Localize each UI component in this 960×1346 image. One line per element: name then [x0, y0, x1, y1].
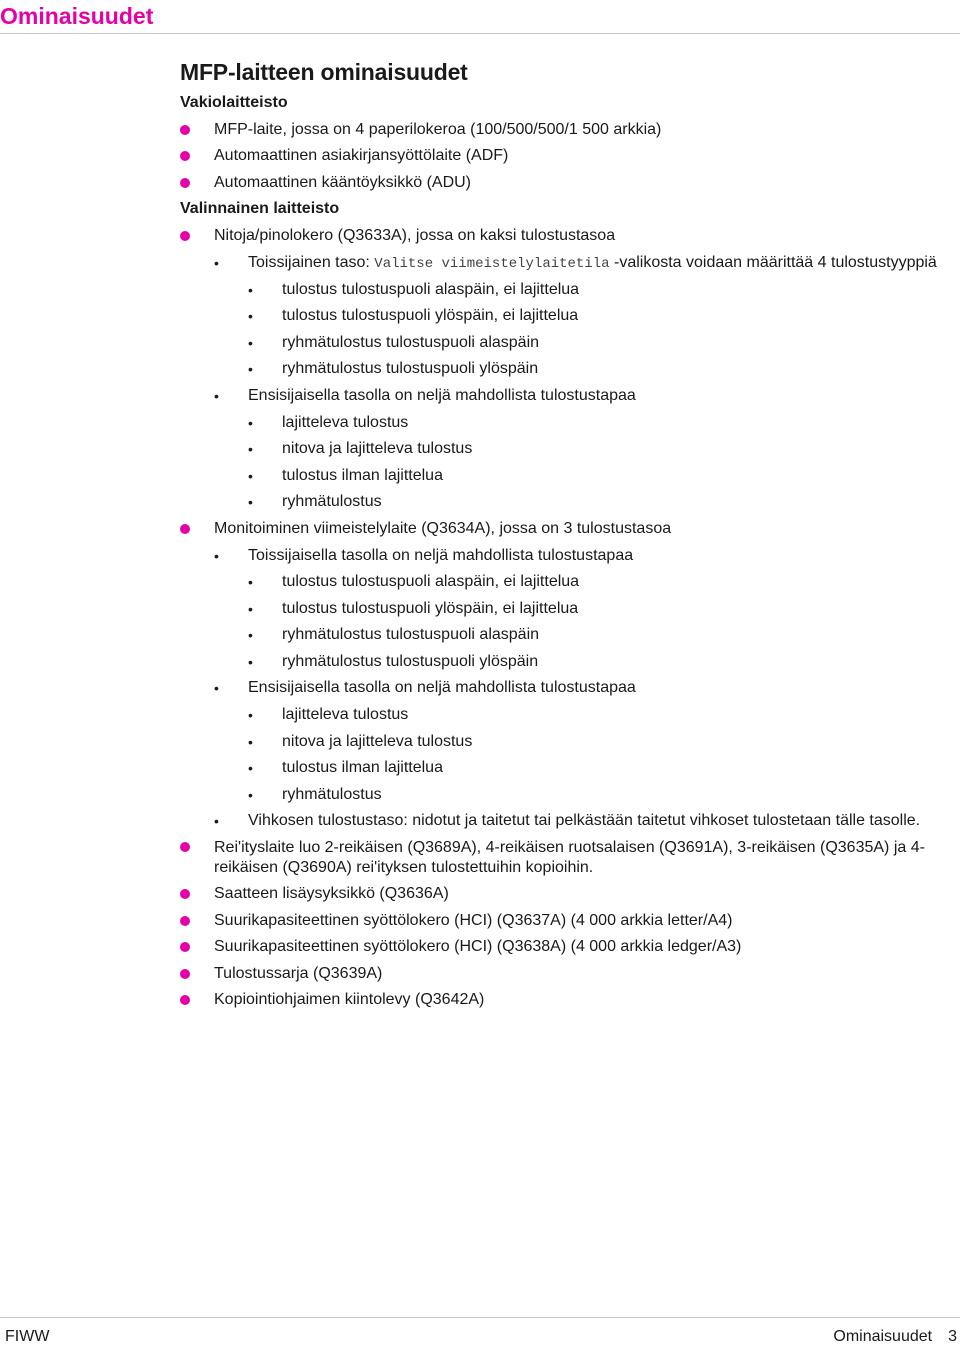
optional-equipment-heading: Valinnainen laitteisto [180, 200, 340, 218]
list-item: Automaattinen asiakirjansyöttölaite (ADF) [180, 143, 960, 170]
sub-bullet-icon: • [248, 441, 253, 458]
list-item: • tulostus tulostuspuoli alaspäin, ei lajittelua [180, 569, 960, 596]
page-header [0, 0, 960, 32]
bullet-icon [180, 995, 190, 1005]
sub-bullet-icon: • [248, 334, 253, 351]
sub-bullet-icon: • [248, 653, 253, 670]
optional-equipment-list [180, 223, 960, 1014]
footer-doc-code: FIWW [5, 1328, 50, 1345]
bullet-icon [180, 842, 190, 852]
bullet-icon [180, 889, 190, 899]
page-number: 3 [948, 1328, 957, 1345]
list-item: • tulostus tulostuspuoli alaspäin, ei lajittelua [180, 277, 960, 304]
list-item: Automaattinen kääntöyksikkö (ADU) [180, 170, 960, 197]
sub-bullet-icon: • [248, 707, 253, 724]
page-footer [0, 1316, 960, 1346]
sub-bullet-icon: • [248, 494, 253, 511]
list-item: • tulostus tulostuspuoli ylöspäin, ei lajittelua [180, 596, 960, 623]
section-title: MFP-laitteen ominaisuudet [180, 59, 468, 85]
list-item: • tulostus tulostuspuoli ylöspäin, ei lajittelua [180, 303, 960, 330]
footer-section: Ominaisuudet [833, 1328, 933, 1345]
list-item: • ryhmätulostus tulostuspuoli alaspäin [180, 622, 960, 649]
sub-bullet-icon: • [248, 760, 253, 777]
chapter-title: Ominaisuudet [0, 3, 154, 29]
bullet-icon [180, 178, 190, 188]
sub-bullet-icon: • [248, 281, 253, 298]
list-item: • ryhmätulostus tulostuspuoli ylöspäin [180, 649, 960, 676]
sub-bullet-icon: • [248, 574, 253, 591]
list-item: Tulostussarja (Q3639A) [180, 961, 960, 988]
list-item: • tulostus ilman lajittelua [180, 463, 960, 490]
list-item: Suurikapasiteettinen syöttölokero (HCI) (Q3637A) (4 000 arkkia letter/A4) [180, 908, 960, 935]
menu-name: Valitse viimeistelylaitetila [374, 255, 610, 272]
bullet-icon [180, 151, 190, 161]
list-item: • Ensisijaisella tasolla on neljä mahdollista tulostustapaa [180, 675, 960, 702]
list-item: • ryhmätulostus [180, 782, 960, 809]
list-item: • nitova ja lajitteleva tulostus [180, 436, 960, 463]
list-item: Nitoja/pinolokero (Q3633A), jossa on kaksi tulostustasoa [180, 223, 960, 250]
list-item: • Vihkosen tulostustaso: nidotut ja taitetut tai pelkästään taitetut vihkoset tulostetaan tälle tasolle. [180, 808, 960, 835]
list-item: • lajitteleva tulostus [180, 410, 960, 437]
list-item: • ryhmätulostus tulostuspuoli alaspäin [180, 330, 960, 357]
list-item: • tulostus ilman lajittelua [180, 755, 960, 782]
list-item: • Ensisijaisella tasolla on neljä mahdollista tulostustapaa [180, 383, 960, 410]
sub-bullet-icon: • [214, 680, 219, 697]
sub-bullet-icon: • [248, 308, 253, 325]
sub-bullet-icon: • [248, 361, 253, 378]
list-item: • ryhmätulostus tulostuspuoli ylöspäin [180, 356, 960, 383]
bullet-icon [180, 125, 190, 135]
list-item: • ryhmätulostus [180, 489, 960, 516]
sub-bullet-icon: • [248, 786, 253, 803]
bullet-icon [180, 942, 190, 952]
bullet-icon [180, 969, 190, 979]
list-item: • nitova ja lajitteleva tulostus [180, 729, 960, 756]
main-content [180, 58, 960, 1014]
list-item: • lajitteleva tulostus [180, 702, 960, 729]
list-item: Kopiointiohjaimen kiintolevy (Q3642A) [180, 987, 960, 1014]
list-item: MFP-laite, jossa on 4 paperilokeroa (100/500/500/1 500 arkkia) [180, 117, 960, 144]
list-item: • Toissijaisella tasolla on neljä mahdollista tulostustapaa [180, 543, 960, 570]
bullet-icon [180, 524, 190, 534]
sub-bullet-icon: • [214, 254, 219, 271]
footer-page-info [833, 1328, 957, 1346]
bullet-icon [180, 916, 190, 926]
standard-equipment-heading: Vakiolaitteisto [180, 94, 288, 111]
standard-equipment-list [180, 117, 960, 197]
list-item: Saatteen lisäysyksikkö (Q3636A) [180, 881, 960, 908]
list-item: Rei'ityslaite luo 2-reikäisen (Q3689A), 4-reikäisen ruotsalaisen (Q3691A), 3-reikäisen (Q3635A) ja 4-reikäisen (Q3690A) rei'ityksen tulostettuihin kopioihin. [180, 835, 960, 881]
bullet-icon [180, 231, 190, 241]
sub-bullet-icon: • [248, 414, 253, 431]
sub-bullet-icon: • [248, 600, 253, 617]
list-item: Monitoiminen viimeistelylaite (Q3634A), jossa on 3 tulostustasoa [180, 516, 960, 543]
sub-bullet-icon: • [248, 627, 253, 644]
sub-bullet-icon: • [214, 813, 219, 830]
sub-bullet-icon: • [248, 733, 253, 750]
list-item: • Toissijainen taso: Valitse viimeistelylaitetila -valikosta voidaan määrittää 4 tulostustyyppiä [180, 250, 960, 277]
header-divider [0, 33, 960, 34]
list-item: Suurikapasiteettinen syöttölokero (HCI) (Q3638A) (4 000 arkkia ledger/A3) [180, 934, 960, 961]
sub-bullet-icon: • [214, 547, 219, 564]
sub-bullet-icon: • [248, 467, 253, 484]
sub-bullet-icon: • [214, 387, 219, 404]
